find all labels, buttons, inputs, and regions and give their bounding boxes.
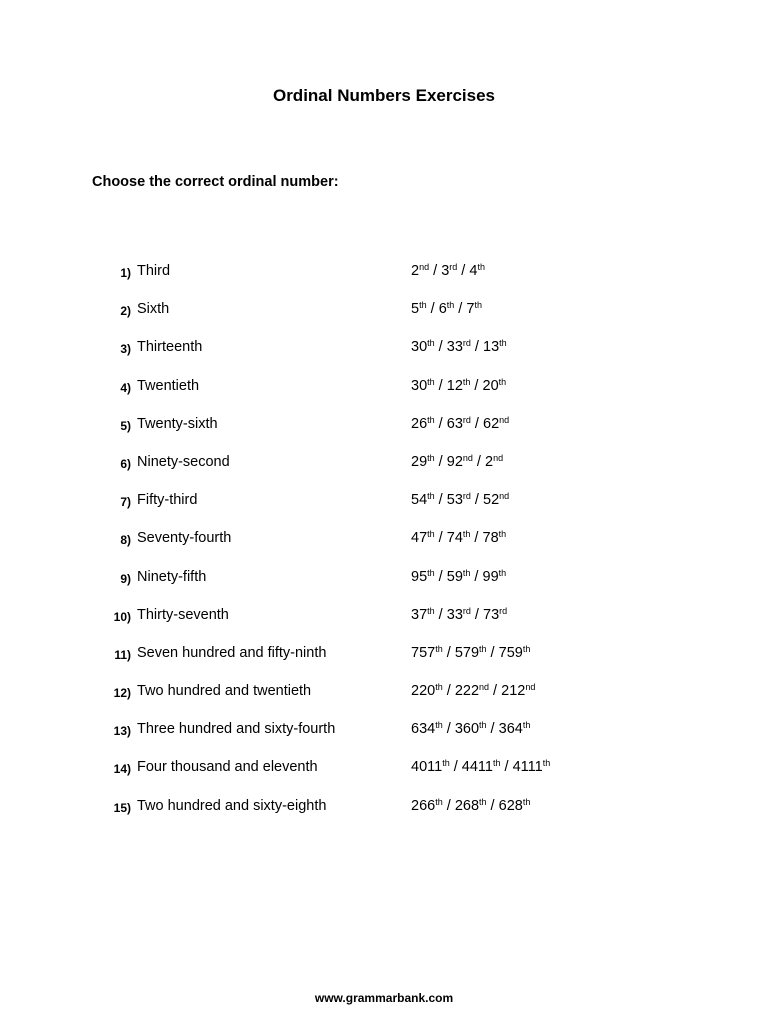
ordinal-option (411, 416, 435, 432)
ordinal-suffix: rd (462, 414, 471, 425)
exercise-number: 4) (120, 380, 131, 395)
option-separator: / (470, 339, 483, 356)
ordinal-option (483, 569, 507, 585)
ordinal-suffix: th (427, 529, 435, 540)
ordinal-suffix: nd (493, 452, 504, 463)
ordinal-suffix: th (542, 758, 551, 769)
ordinal-option (483, 416, 509, 432)
option-separator: / (470, 606, 483, 623)
option-separator: / (486, 797, 499, 814)
exercise-row (0, 453, 768, 491)
ordinal-number: 52 (483, 492, 500, 509)
ordinal-option (466, 301, 482, 317)
ordinal-suffix: th (427, 491, 435, 502)
option-separator: / (442, 797, 455, 814)
ordinal-option (447, 416, 471, 432)
ordinal-suffix: th (446, 300, 455, 311)
ordinal-option (483, 530, 507, 546)
exercise-row (0, 262, 768, 300)
option-separator: / (470, 530, 483, 547)
ordinal-suffix: th (427, 414, 435, 425)
ordinal-option (411, 378, 435, 394)
exercise-options (411, 416, 509, 432)
ordinal-number: 29 (411, 453, 428, 470)
ordinal-suffix: nd (525, 682, 536, 693)
ordinal-suffix: th (462, 567, 471, 578)
ordinal-option (447, 492, 471, 508)
ordinal-option (439, 301, 455, 317)
exercise-row (0, 491, 768, 529)
exercise-number: 9) (120, 571, 131, 586)
exercise-number: 14) (113, 762, 131, 777)
ordinal-suffix: nd (462, 452, 473, 463)
ordinal-number: 63 (446, 415, 463, 432)
ordinal-suffix: rd (462, 491, 471, 502)
exercise-number: 7) (120, 495, 131, 510)
ordinal-suffix: th (435, 643, 443, 654)
ordinal-number: 364 (498, 721, 523, 738)
exercise-row (0, 644, 768, 682)
ordinal-number: 757 (411, 644, 436, 661)
exercise-word: Ninety-fifth (137, 568, 207, 585)
exercise-word: Thirteenth (137, 339, 203, 356)
ordinal-suffix: th (492, 758, 501, 769)
ordinal-suffix: th (479, 796, 487, 807)
ordinal-option (411, 492, 435, 508)
ordinal-number: 37 (411, 606, 428, 623)
ordinal-suffix: th (462, 529, 471, 540)
exercise-number: 3) (120, 342, 131, 357)
ordinal-option (501, 683, 535, 699)
exercise-word: Two hundred and twentieth (137, 683, 312, 700)
exercise-options (411, 645, 530, 661)
ordinal-number: 4 (469, 263, 478, 279)
ordinal-option (447, 454, 473, 470)
ordinal-number: 59 (446, 568, 463, 585)
ordinal-number: 20 (482, 377, 499, 394)
ordinal-suffix: th (498, 529, 507, 540)
exercise-options (411, 492, 509, 508)
option-separator: / (434, 415, 447, 432)
option-separator: / (434, 530, 447, 547)
option-separator: / (489, 683, 502, 700)
ordinal-option (411, 301, 427, 317)
ordinal-suffix: th (427, 605, 435, 616)
ordinal-option (411, 454, 435, 470)
ordinal-number: 7 (466, 301, 475, 318)
option-separator: / (457, 263, 470, 279)
ordinal-option (499, 798, 531, 814)
ordinal-option (447, 607, 471, 623)
ordinal-suffix: th (522, 720, 531, 731)
ordinal-number: 74 (446, 530, 463, 547)
ordinal-option (447, 339, 471, 355)
exercise-row (0, 606, 768, 644)
exercise-row (0, 529, 768, 567)
ordinal-number: 634 (411, 721, 436, 738)
ordinal-number: 360 (454, 721, 480, 738)
exercise-word: Thirty-seventh (137, 606, 229, 623)
exercise-word: Twentieth (137, 377, 200, 394)
option-separator: / (434, 377, 447, 394)
ordinal-number: 220 (411, 683, 436, 700)
exercise-number: 15) (113, 800, 131, 815)
exercise-list (0, 262, 768, 835)
ordinal-suffix: th (435, 682, 443, 693)
exercise-row (0, 338, 768, 376)
ordinal-number: 92 (446, 453, 463, 470)
ordinal-suffix: th (419, 300, 427, 311)
ordinal-suffix: nd (499, 491, 510, 502)
ordinal-suffix: th (435, 796, 443, 807)
exercise-options (411, 339, 507, 355)
ordinal-suffix: th (522, 643, 531, 654)
option-separator: / (442, 683, 455, 700)
ordinal-number: 579 (454, 644, 480, 661)
exercise-row (0, 682, 768, 720)
ordinal-suffix: th (462, 376, 471, 387)
ordinal-suffix: th (427, 376, 435, 387)
option-separator: / (470, 415, 483, 432)
ordinal-option (447, 378, 471, 394)
ordinal-option (411, 759, 450, 775)
ordinal-option (411, 683, 443, 699)
option-separator: / (470, 568, 483, 585)
option-separator: / (470, 377, 483, 394)
ordinal-number: 30 (411, 339, 428, 356)
ordinal-suffix: nd (419, 262, 430, 272)
exercise-word: Four thousand and eleventh (137, 759, 318, 776)
option-separator: / (434, 453, 447, 470)
ordinal-number: 5 (411, 301, 420, 318)
ordinal-suffix: nd (479, 682, 490, 693)
ordinal-option (462, 759, 501, 775)
ordinal-number: 99 (482, 568, 499, 585)
ordinal-number: 13 (483, 339, 500, 356)
exercise-number: 11) (114, 647, 131, 662)
exercise-word: Twenty-sixth (137, 415, 218, 432)
exercise-row (0, 300, 768, 338)
ordinal-suffix: th (474, 300, 482, 311)
exercise-word: Three hundred and sixty-fourth (137, 721, 336, 738)
option-separator: / (434, 492, 447, 509)
exercise-row (0, 758, 768, 796)
ordinal-number: 759 (498, 644, 523, 661)
ordinal-number: 4111 (512, 759, 543, 776)
exercise-options (411, 798, 530, 814)
ordinal-option (411, 263, 429, 279)
exercise-word: Seventy-fourth (137, 530, 232, 547)
page-title: Ordinal Numbers Exercises (272, 86, 496, 105)
ordinal-option (411, 569, 435, 585)
ordinal-number: 2 (411, 263, 420, 279)
exercise-number: 10) (113, 609, 131, 624)
ordinal-suffix: th (427, 567, 435, 578)
ordinal-option (455, 721, 487, 737)
ordinal-suffix: th (522, 796, 531, 807)
option-separator: / (454, 301, 467, 318)
ordinal-number: 54 (411, 492, 428, 509)
ordinal-option (483, 339, 507, 355)
ordinal-option (447, 530, 471, 546)
exercise-number: 12) (113, 686, 131, 701)
exercise-options (411, 378, 506, 394)
ordinal-number: 266 (411, 797, 436, 814)
exercise-row (0, 568, 768, 606)
ordinal-suffix: rd (462, 605, 471, 616)
exercise-row (0, 797, 768, 835)
exercise-number: 13) (113, 724, 131, 739)
ordinal-number: 2 (485, 453, 494, 470)
ordinal-option (447, 569, 471, 585)
ordinal-number: 12 (446, 377, 463, 394)
ordinal-option (455, 645, 487, 661)
ordinal-option (441, 263, 457, 279)
exercise-options (411, 721, 530, 737)
ordinal-number: 3 (441, 263, 450, 279)
ordinal-suffix: rd (449, 262, 458, 272)
ordinal-suffix: th (442, 758, 450, 769)
ordinal-option (483, 492, 509, 508)
exercise-options (411, 759, 550, 775)
exercise-options (411, 301, 482, 317)
exercise-row (0, 720, 768, 758)
ordinal-number: 78 (482, 530, 499, 547)
ordinal-suffix: th (499, 338, 507, 349)
ordinal-number: 33 (446, 339, 463, 356)
ordinal-number: 268 (454, 797, 480, 814)
ordinal-suffix: th (498, 376, 507, 387)
ordinal-suffix: th (498, 567, 507, 578)
exercise-word: Third (137, 263, 171, 279)
ordinal-suffix: rd (499, 605, 508, 616)
option-separator: / (434, 568, 447, 585)
exercise-options (411, 607, 507, 623)
ordinal-number: 62 (483, 415, 500, 432)
ordinal-number: 53 (446, 492, 463, 509)
ordinal-option (411, 607, 435, 623)
exercise-word: Fifty-third (137, 492, 198, 509)
ordinal-option (411, 530, 435, 546)
ordinal-number: 212 (501, 683, 526, 700)
ordinal-option (485, 454, 503, 470)
ordinal-option (411, 339, 435, 355)
ordinal-option (455, 798, 487, 814)
ordinal-number: 6 (438, 301, 447, 318)
ordinal-suffix: nd (499, 414, 510, 425)
ordinal-number: 47 (411, 530, 428, 547)
ordinal-number: 222 (454, 683, 480, 700)
option-separator: / (470, 492, 483, 509)
ordinal-number: 33 (446, 606, 463, 623)
option-separator: / (429, 263, 442, 279)
ordinal-suffix: th (435, 720, 443, 731)
ordinal-number: 4011 (411, 759, 443, 776)
ordinal-suffix: rd (462, 338, 471, 349)
option-separator: / (442, 721, 455, 738)
option-separator: / (486, 721, 499, 738)
option-separator: / (434, 339, 447, 356)
option-separator: / (449, 759, 462, 776)
ordinal-number: 95 (411, 568, 428, 585)
ordinal-option (483, 607, 507, 623)
ordinal-number: 30 (411, 377, 428, 394)
exercise-number: 6) (120, 456, 131, 471)
ordinal-suffix: th (479, 643, 487, 654)
ordinal-option (499, 645, 531, 661)
exercise-options (411, 454, 503, 470)
option-separator: / (434, 606, 447, 623)
option-separator: / (486, 644, 499, 661)
exercise-word: Two hundred and sixty-eighth (137, 797, 327, 814)
exercise-number: 2) (120, 304, 131, 319)
exercise-word: Seven hundred and fifty-ninth (137, 644, 327, 661)
exercise-row (0, 377, 768, 415)
ordinal-number: 73 (483, 606, 500, 623)
exercise-number: 8) (120, 533, 131, 548)
ordinal-option (411, 645, 443, 661)
ordinal-suffix: th (477, 262, 485, 272)
exercise-options (411, 683, 535, 699)
ordinal-option (455, 683, 489, 699)
ordinal-suffix: th (479, 720, 487, 731)
exercise-options (411, 569, 506, 585)
exercise-row (0, 415, 768, 453)
ordinal-number: 628 (498, 797, 523, 814)
ordinal-option (513, 759, 551, 775)
footer-url: www.grammarbank.com (314, 991, 454, 1005)
option-separator: / (500, 759, 513, 776)
ordinal-option (469, 263, 485, 279)
ordinal-number: 4411 (461, 759, 493, 776)
option-separator: / (442, 644, 455, 661)
ordinal-option (499, 721, 531, 737)
ordinal-option (411, 798, 443, 814)
ordinal-suffix: th (427, 452, 435, 463)
exercise-word: Ninety-second (137, 453, 230, 470)
ordinal-option (411, 721, 443, 737)
ordinal-option (483, 378, 507, 394)
exercise-word: Sixth (137, 301, 170, 318)
option-separator: / (472, 453, 485, 470)
exercise-number: 1) (120, 266, 131, 280)
exercise-options (411, 530, 506, 546)
exercise-number: 5) (120, 418, 131, 433)
instruction-text: Choose the correct ordinal number: (92, 174, 339, 190)
ordinal-number: 26 (411, 415, 428, 432)
option-separator: / (426, 301, 439, 318)
exercise-options (411, 263, 485, 279)
ordinal-suffix: th (427, 338, 435, 349)
